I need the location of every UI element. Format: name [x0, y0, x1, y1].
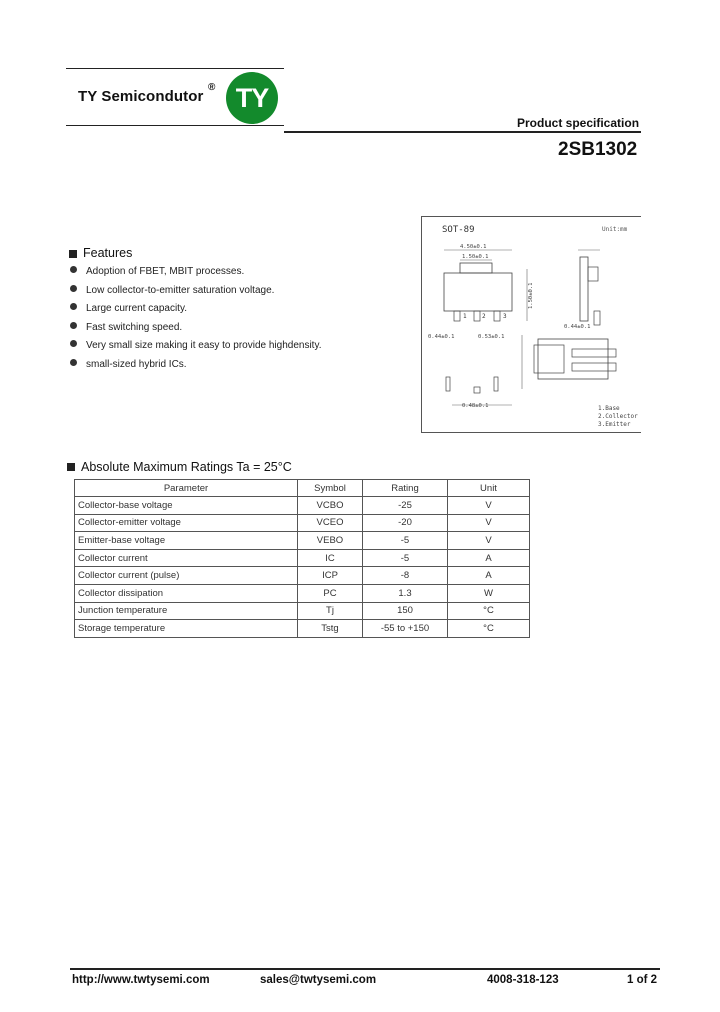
bullet-icon	[70, 303, 77, 310]
table-row	[75, 514, 530, 532]
dim-pin-width: 0.44±0.1	[428, 334, 455, 340]
cell-symbol: IC	[298, 549, 363, 567]
part-number: 2SB1302	[558, 139, 638, 160]
cell-symbol: ICP	[298, 567, 363, 585]
header-symbol: Symbol	[298, 480, 363, 497]
cell-rating: -5	[363, 549, 448, 567]
feature-item: Adoption of FBET, MBIT processes.	[70, 266, 244, 277]
bullet-icon	[70, 359, 77, 366]
pin-legend-collector: 2.Collector	[598, 413, 638, 420]
cell-symbol: VCEO	[298, 514, 363, 532]
cell-rating: -8	[363, 567, 448, 585]
table-row	[75, 549, 530, 567]
company-logo: TY	[226, 72, 278, 124]
cell-parameter: Junction temperature	[75, 602, 298, 620]
dim-width: 4.50±0.1	[460, 244, 487, 250]
table-row	[75, 602, 530, 620]
cell-parameter: Collector-emitter voltage	[75, 514, 298, 532]
cell-unit: V	[448, 514, 530, 532]
cell-unit: °C	[448, 620, 530, 638]
cell-unit: A	[448, 549, 530, 567]
bullet-icon	[70, 340, 77, 347]
table-row	[75, 620, 530, 638]
cell-rating: 150	[363, 602, 448, 620]
feature-item: Very small size making it easy to provide highdensity.	[70, 340, 321, 351]
dim-tab-width: 1.50±0.1	[462, 254, 489, 260]
table-header-row	[75, 480, 530, 497]
cell-parameter: Collector-base voltage	[75, 497, 298, 515]
dim-lead-thickness: 0.44±0.1	[564, 324, 591, 330]
cell-symbol: Tj	[298, 602, 363, 620]
cell-rating: -5	[363, 532, 448, 550]
cell-symbol: VCBO	[298, 497, 363, 515]
ratings-table	[74, 479, 530, 638]
cell-parameter: Emitter-base voltage	[75, 532, 298, 550]
package-name: SOT-89	[442, 225, 475, 235]
header-unit: Unit	[448, 480, 530, 497]
pin-label: 3	[503, 313, 507, 320]
page-number: 1 of 2	[627, 974, 658, 986]
ratings-title: Absolute Maximum Ratings Ta = 25°C	[81, 460, 292, 474]
features-bullet-square	[69, 250, 77, 258]
header-thick-rule	[284, 131, 641, 133]
company-name: TY Semicondutor ®	[78, 82, 216, 105]
header-mid-rule	[66, 125, 284, 126]
features-title: Features	[83, 246, 133, 260]
header-top-rule	[66, 68, 284, 69]
cell-unit: V	[448, 497, 530, 515]
website-link[interactable]: http://www.twtysemi.com	[72, 974, 210, 986]
cell-symbol: Tstg	[298, 620, 363, 638]
table-row	[75, 584, 530, 602]
cell-unit: V	[448, 532, 530, 550]
bullet-icon	[70, 322, 77, 329]
package-unit: Unit:mm	[602, 226, 628, 233]
cell-parameter: Storage temperature	[75, 620, 298, 638]
table-row	[75, 567, 530, 585]
cell-parameter: Collector dissipation	[75, 584, 298, 602]
table-row	[75, 497, 530, 515]
cell-symbol: PC	[298, 584, 363, 602]
table-row	[75, 532, 530, 550]
phone-number: 4008-318-123	[487, 974, 559, 986]
footer-rule	[70, 968, 660, 970]
header-rating: Rating	[363, 480, 448, 497]
cell-parameter: Collector current (pulse)	[75, 567, 298, 585]
feature-item: Large current capacity.	[70, 303, 187, 314]
feature-item: Low collector-to-emitter saturation voltage.	[70, 285, 274, 296]
cell-symbol: VEBO	[298, 532, 363, 550]
header-parameter: Parameter	[75, 480, 298, 497]
cell-rating: -55 to +150	[363, 620, 448, 638]
cell-rating: -25	[363, 497, 448, 515]
feature-item: Fast switching speed.	[70, 322, 182, 333]
cell-unit: A	[448, 567, 530, 585]
pin-label: 2	[482, 313, 486, 320]
package-outline-drawing	[422, 217, 641, 432]
bullet-icon	[70, 266, 77, 273]
pin-legend-base: 1.Base	[598, 405, 620, 412]
registered-mark: ®	[208, 82, 216, 93]
email-link[interactable]: sales@twtysemi.com	[260, 974, 377, 986]
cell-rating: 1.3	[363, 584, 448, 602]
feature-item: small-sized hybrid ICs.	[70, 359, 187, 370]
cell-unit: W	[448, 584, 530, 602]
pin-label: 1	[463, 313, 467, 320]
doc-type: Product specification	[517, 116, 640, 130]
cell-unit: °C	[448, 602, 530, 620]
dim-pin-pitch: 0.53±0.1	[478, 334, 505, 340]
package-drawing-box	[421, 216, 641, 433]
bullet-icon	[70, 285, 77, 292]
pin-legend-emitter: 3.Emitter	[598, 421, 631, 428]
cell-rating: -20	[363, 514, 448, 532]
dim-lead-spacing: 0.48±0.1	[462, 403, 489, 409]
dim-height: 1.50±0.1	[528, 282, 534, 309]
cell-parameter: Collector current	[75, 549, 298, 567]
ratings-bullet-square	[67, 463, 75, 471]
